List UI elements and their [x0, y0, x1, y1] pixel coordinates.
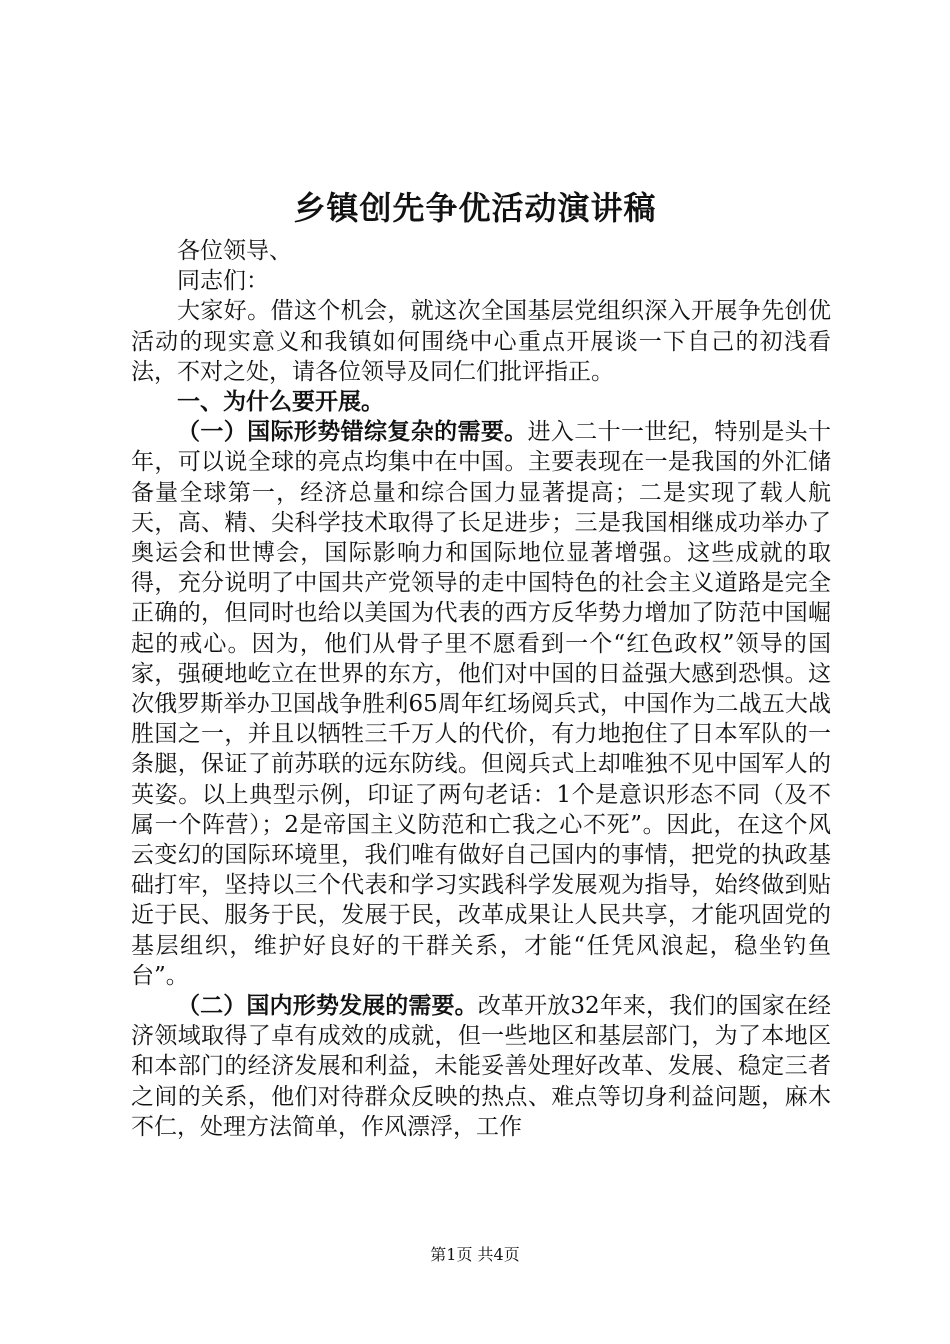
paragraph-international: [131, 417, 831, 991]
paragraph-domestic: [131, 991, 831, 1142]
salutation-leaders: 各位领导、: [177, 238, 292, 264]
salutation-comrades: 同志们：: [177, 268, 269, 295]
page-footer: 第1页 共4页: [430, 1245, 520, 1264]
paragraph-domestic-text: 改革开放32年来，我们的国家在经济领域取得了卓有成效的成就，但一些地区和基层部门，为了本地区和本部门的经济发展和利益，未能妥善处理好改革、发展、稳定三者之间的关系，他们对待群众反映的热点、难点等切身利益问题，麻木不仁，处理方法简单，作风漂浮，工作: [131, 993, 831, 1140]
paragraph-international-lead: （一）国际形势错综复杂的需要。: [177, 418, 528, 446]
section-1-heading: 一、为什么要开展。: [177, 388, 384, 416]
document-title: 乡镇创先争优活动演讲稿: [293, 189, 657, 227]
document-body: [131, 236, 831, 1142]
paragraph-domestic-lead: （二）国内形势发展的需要。: [177, 992, 478, 1020]
intro-paragraph: 大家好。借这个机会，就这次全国基层党组织深入开展争先创优活动的现实意义和我镇如何围绕中心重点开展谈一下自己的初浅看法，不对之处，请各位领导及同仁们批评指正。: [131, 298, 831, 385]
paragraph-international-text: 进入二十一世纪，特别是头十年，可以说全球的亮点均集中在中国。主要表现在一是我国的外汇储备量全球第一，经济总量和综合国力显著提高；二是实现了载人航天，高、精、尖科学技术取得了长足进步；三是我国相继成功举办了奥运会和世博会，国际影响力和国际地位显著增强。这些成就的取得，充分说明了中国共产党领导的走中国特色的社会主义道路是完全正确的，但同时也给以美国为代表的西方反华势力增加了防范中国崛起的戒心。因为，他们从骨子里不愿看到一个“红色政权”领导的国家，强硬地屹立在世界的东方，他们对中国的日益强大感到恐惧。这次俄罗斯举办卫国战争胜利65周年红场阅兵式，中国作为二战五大战胜国之一，并且以牺牲三千万人的代价，有力地抱住了日本军队的一条腿，保证了前苏联的远东防线。但阅兵式上却唯独不见中国军人的英姿。以上典型示例，印证了两句老话：1个是意识形态不同（及不属一个阵营）；2是帝国主义防范和亡我之心不死”。因此，在这个风云变幻的国际环境里，我们唯有做好自己国内的事情，把党的执政基础打牢，坚持以三个代表和学习实践科学发展观为指导，始终做到贴近于民、服务于民，发展于民，改革成果让人民共享，才能巩固党的基层组织，维护好良好的干群关系，才能“任凭风浪起，稳坐钓鱼台”。: [131, 419, 832, 989]
